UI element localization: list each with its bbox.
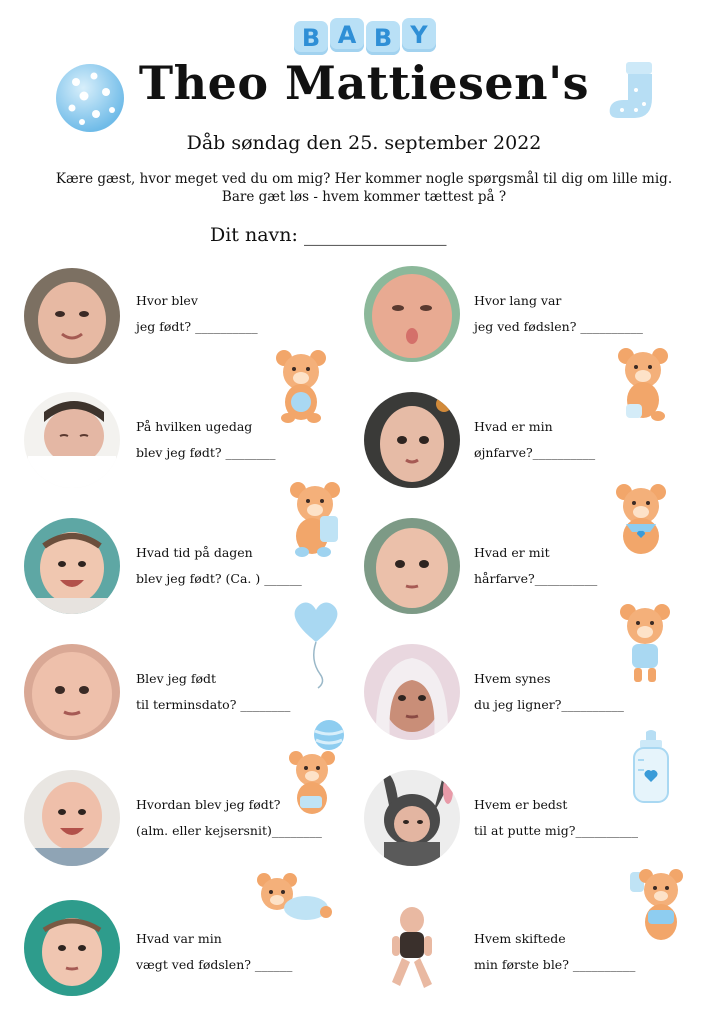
question-line: Hvem skiftede bbox=[474, 931, 566, 946]
answer-line[interactable]: du jeg ligner?__________ bbox=[474, 697, 624, 712]
ball-icon bbox=[312, 718, 346, 752]
answer-line[interactable]: hårfarve?__________ bbox=[474, 571, 598, 586]
baby-photo bbox=[24, 392, 120, 488]
teddy-bear-icon bbox=[284, 480, 346, 558]
answer-line[interactable]: til at putte mig?__________ bbox=[474, 823, 638, 838]
teddy-bear-icon bbox=[250, 872, 332, 924]
question-item bbox=[474, 540, 597, 592]
question-line: Hvem synes bbox=[474, 671, 551, 686]
intro-line-2: Bare gæt løs - hvem kommer tættest på ? bbox=[221, 189, 507, 205]
question-item bbox=[136, 288, 258, 340]
question-item bbox=[136, 666, 290, 718]
question-item bbox=[474, 666, 624, 718]
answer-line[interactable]: jeg født? __________ bbox=[136, 319, 258, 334]
question-line: Hvad er min bbox=[474, 419, 553, 434]
badge-letter: Y bbox=[402, 18, 436, 52]
question-item bbox=[136, 540, 302, 592]
question-item bbox=[474, 288, 643, 340]
baby-photo bbox=[364, 392, 460, 488]
teddy-bear-icon bbox=[270, 348, 332, 424]
answer-line[interactable]: min første ble? __________ bbox=[474, 957, 636, 972]
question-line: Hvor blev bbox=[136, 293, 198, 308]
question-line: Hvad tid på dagen bbox=[136, 545, 253, 560]
badge-letter: A bbox=[330, 18, 364, 52]
baby-bottle-icon bbox=[628, 730, 674, 804]
answer-line[interactable]: vægt ved fødslen? ______ bbox=[136, 957, 293, 972]
question-line: Hvor lang var bbox=[474, 293, 562, 308]
question-item bbox=[474, 792, 638, 844]
intro-line-1: Kære gæst, hvor meget ved du om mig? Her kommer nogle spørgsmål til dig om lille mig. bbox=[55, 171, 673, 187]
guest-name-field[interactable]: Dit navn: _______________ bbox=[210, 224, 447, 246]
answer-line[interactable]: blev jeg født? ________ bbox=[136, 445, 276, 460]
question-line: Hvem er bedst bbox=[474, 797, 568, 812]
baby-photo bbox=[364, 770, 460, 866]
baby-photo bbox=[384, 906, 440, 992]
answer-line[interactable]: til terminsdato? ________ bbox=[136, 697, 291, 712]
question-line: Hvad var min bbox=[136, 931, 222, 946]
question-line: Blev jeg født bbox=[136, 671, 217, 686]
event-subtitle: Dåb søndag den 25. september 2022 bbox=[186, 132, 542, 154]
baby-photo bbox=[364, 644, 460, 740]
heart-balloon-icon bbox=[290, 600, 342, 690]
baby-badge bbox=[294, 18, 436, 52]
answer-line[interactable]: (alm. eller kejsersnit)________ bbox=[136, 823, 322, 838]
question-item bbox=[474, 926, 635, 978]
question-item bbox=[474, 414, 595, 466]
baby-photo bbox=[24, 268, 120, 364]
question-line: Hvordan blev jeg født? bbox=[136, 797, 281, 812]
question-line: På hvilken ugedag bbox=[136, 419, 253, 434]
teddy-bear-icon bbox=[610, 482, 672, 558]
intro-text bbox=[40, 170, 688, 206]
baby-photo bbox=[24, 644, 120, 740]
baby-photo bbox=[24, 770, 120, 866]
teddy-bear-icon bbox=[284, 748, 342, 818]
badge-letter: B bbox=[366, 21, 400, 55]
badge-letter: B bbox=[294, 21, 328, 55]
baby-photo bbox=[364, 266, 460, 362]
teddy-bear-icon bbox=[614, 602, 676, 686]
baby-photo bbox=[24, 900, 120, 996]
teddy-bear-icon bbox=[612, 346, 674, 422]
question-item bbox=[136, 926, 292, 978]
answer-line[interactable]: jeg ved fødslen? __________ bbox=[474, 319, 643, 334]
question-line: Hvad er mit bbox=[474, 545, 550, 560]
baby-photo bbox=[364, 518, 460, 614]
page-title: Theo Mattiesen's bbox=[138, 56, 590, 110]
teddy-bear-icon bbox=[628, 862, 690, 944]
question-item bbox=[136, 414, 276, 466]
baby-photo bbox=[24, 518, 120, 614]
answer-line[interactable]: blev jeg født? (Ca. ) ______ bbox=[136, 571, 302, 586]
answer-line[interactable]: øjnfarve?__________ bbox=[474, 445, 596, 460]
